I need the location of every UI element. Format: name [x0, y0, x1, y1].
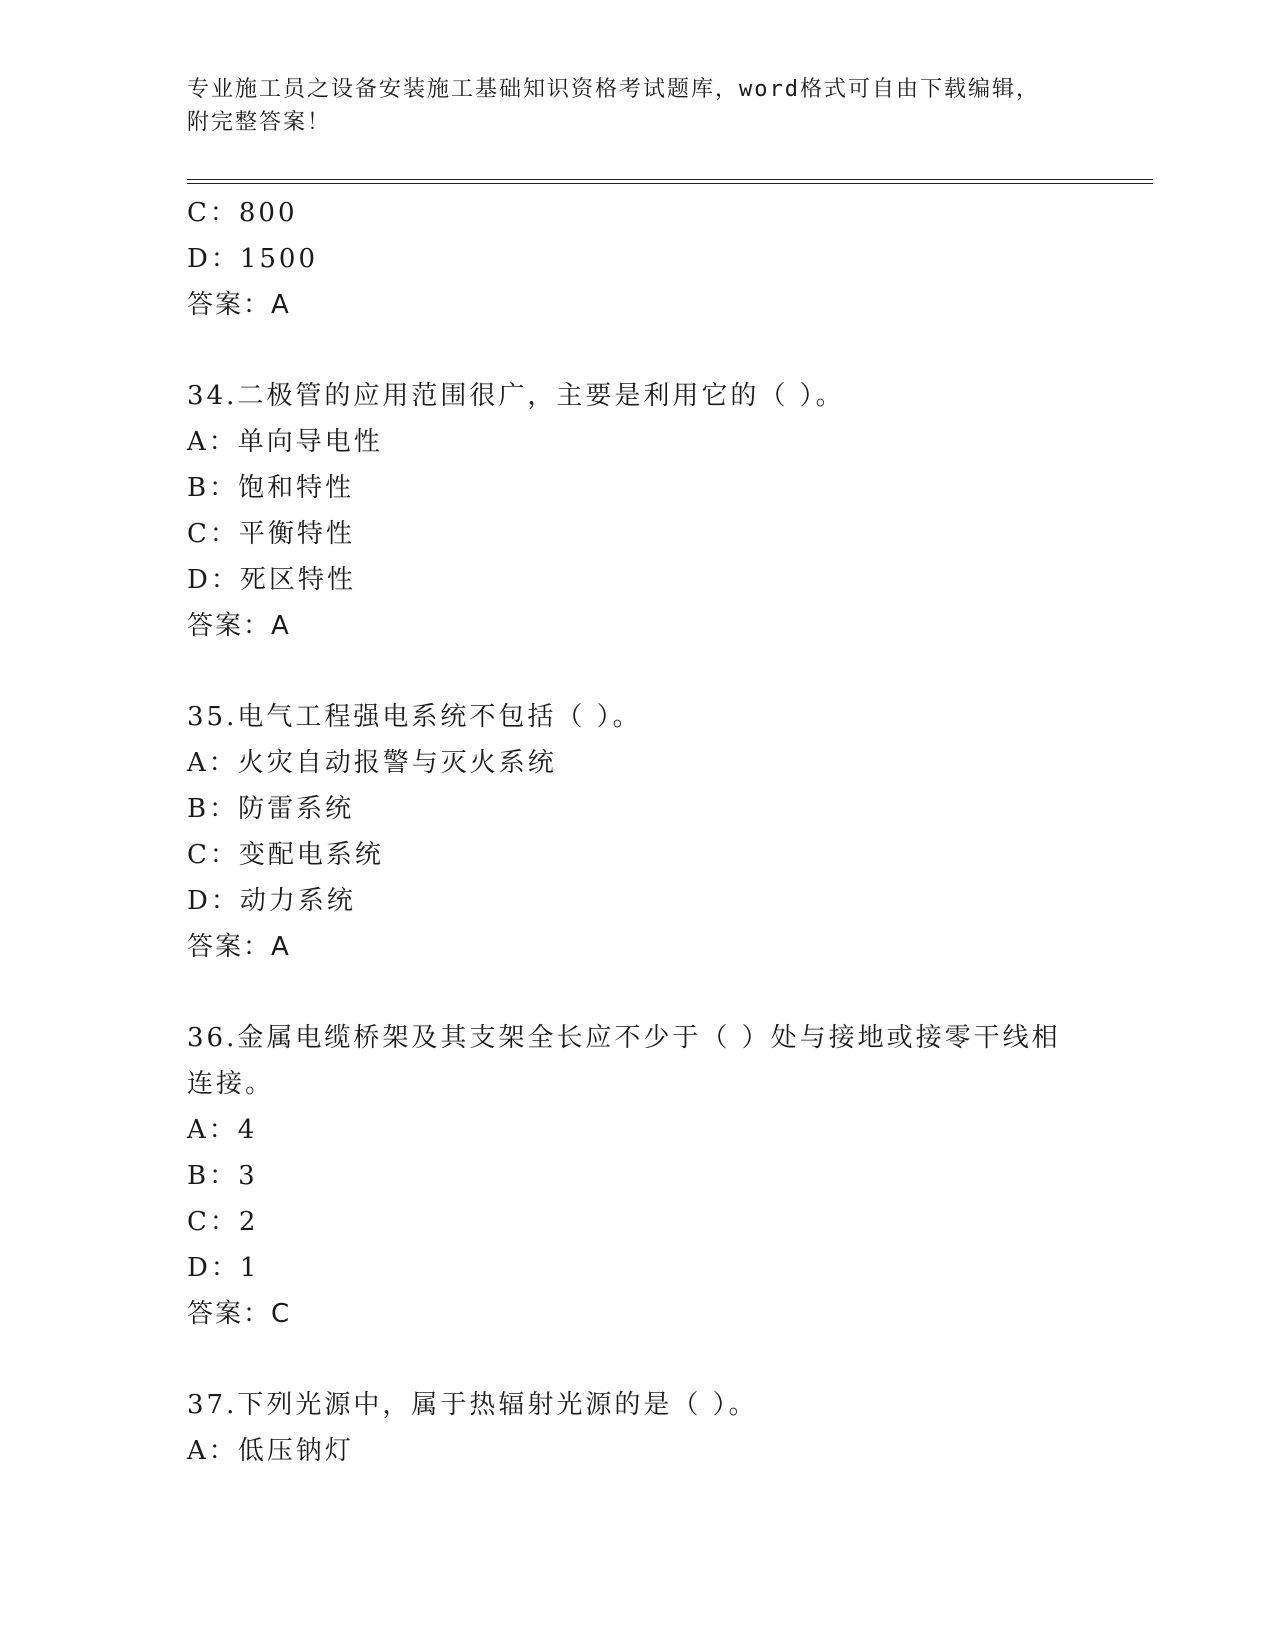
option-a: A：单向导电性: [187, 427, 383, 457]
spacer: [187, 1337, 1087, 1382]
header-line-2: 附完整答案！: [187, 110, 332, 135]
answer: 答案：A: [187, 932, 291, 962]
option-d: D：动力系统: [187, 886, 356, 916]
question-34: [187, 373, 1087, 649]
option-d: D：1: [187, 1253, 260, 1283]
header-divider: [187, 179, 1153, 184]
option-a: A：火灾自动报警与灭火系统: [187, 748, 557, 778]
answer: 答案：A: [187, 290, 291, 320]
option-c: C：平衡特性: [187, 519, 355, 549]
spacer: [187, 649, 1087, 694]
option-c: C：变配电系统: [187, 840, 384, 870]
option-d: D：死区特性: [187, 565, 356, 595]
option-c: C：800: [187, 198, 298, 228]
spacer: [187, 328, 1087, 373]
question-stem: 34.二极管的应用范围很广，主要是利用它的（ ）。: [187, 381, 845, 411]
answer: 答案：A: [187, 611, 291, 641]
question-stem: 37.下列光源中，属于热辐射光源的是（ ）。: [187, 1390, 758, 1420]
question-stem-line-1: 36.金属电缆桥架及其支架全长应不少于（ ）处与接地或接零干线相: [187, 1023, 1061, 1053]
spacer: [187, 970, 1087, 1015]
option-a: A：4: [187, 1115, 258, 1145]
option-a: A：低压钠灯: [187, 1436, 354, 1466]
question-33-tail: [187, 190, 1087, 328]
header-line-1: 专业施工员之设备安装施工基础知识资格考试题库，word格式可自由下载编辑，: [187, 77, 1040, 102]
option-c: C：2: [187, 1207, 259, 1237]
question-stem: 35.电气工程强电系统不包括（ ）。: [187, 702, 642, 732]
option-b: B：饱和特性: [187, 473, 355, 503]
option-b: B：3: [187, 1161, 258, 1191]
question-35: [187, 694, 1087, 970]
option-b: B：防雷系统: [187, 794, 355, 824]
question-stem-line-2: 连接。: [187, 1069, 275, 1099]
question-37: [187, 1382, 1087, 1474]
question-36: [187, 1015, 1087, 1337]
document-header: [187, 73, 1087, 139]
question-list: [187, 190, 1087, 1474]
option-d: D：1500: [187, 244, 319, 274]
answer: 答案：C: [187, 1299, 292, 1329]
